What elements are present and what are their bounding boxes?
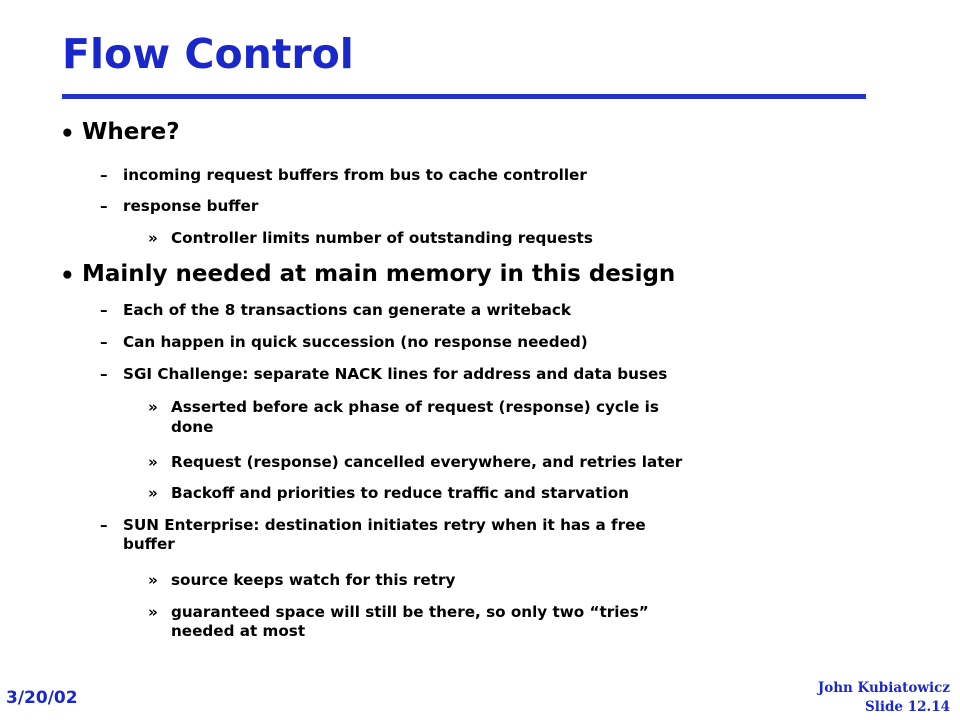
- bullet-marker: •: [60, 121, 75, 147]
- sub-sub-bullet-text: Controller limits number of outstanding requests: [171, 229, 593, 247]
- sub-sub-bullet-text-continued: done: [171, 418, 214, 436]
- sub-bullet-text: Each of the 8 transactions can generate a writeback: [123, 301, 571, 319]
- sub-sub-bullet-text: Request (response) cancelled everywhere, and retries later: [171, 453, 683, 471]
- sub-bullet-marker: –: [100, 301, 108, 319]
- sub-sub-bullet-text: Asserted before ack phase of request (response) cycle is: [171, 398, 659, 416]
- sub-bullet-text-continued: buffer: [123, 535, 175, 553]
- sub-sub-bullet-marker: »: [148, 453, 158, 471]
- bullet-marker: •: [60, 263, 75, 289]
- sub-bullet-marker: –: [100, 365, 108, 383]
- sub-sub-bullet-marker: »: [148, 571, 158, 589]
- footer-author: John Kubiatowicz: [817, 680, 950, 696]
- sub-bullet-marker: –: [100, 333, 108, 351]
- sub-sub-bullet-marker: »: [148, 398, 158, 416]
- footer-slide-number: Slide 12.14: [864, 699, 950, 715]
- sub-bullet-text: response buffer: [123, 197, 259, 215]
- footer-date: 3/20/02: [6, 688, 78, 708]
- sub-bullet-marker: –: [100, 516, 108, 534]
- sub-sub-bullet-text-continued: needed at most: [171, 622, 306, 640]
- sub-bullet-text: incoming request buffers from bus to cache controller: [123, 166, 587, 184]
- sub-bullet-marker: –: [100, 166, 108, 184]
- sub-sub-bullet-marker: »: [148, 603, 158, 621]
- sub-sub-bullet-marker: »: [148, 484, 158, 502]
- sub-sub-bullet-text: source keeps watch for this retry: [171, 571, 456, 589]
- slide-title: Flow Control: [62, 30, 354, 78]
- bullet-text: Mainly needed at main memory in this design: [82, 261, 676, 287]
- sub-bullet-marker: –: [100, 197, 108, 215]
- sub-bullet-text: SGI Challenge: separate NACK lines for address and data buses: [123, 365, 668, 383]
- sub-sub-bullet-text: Backoff and priorities to reduce traffic and starvation: [171, 484, 629, 502]
- bullet-text: Where?: [82, 119, 180, 145]
- sub-sub-bullet-marker: »: [148, 229, 158, 247]
- sub-sub-bullet-text: guaranteed space will still be there, so only two “tries”: [171, 603, 649, 621]
- sub-bullet-text: SUN Enterprise: destination initiates retry when it has a free: [123, 516, 646, 534]
- sub-bullet-text: Can happen in quick succession (no response needed): [123, 333, 588, 351]
